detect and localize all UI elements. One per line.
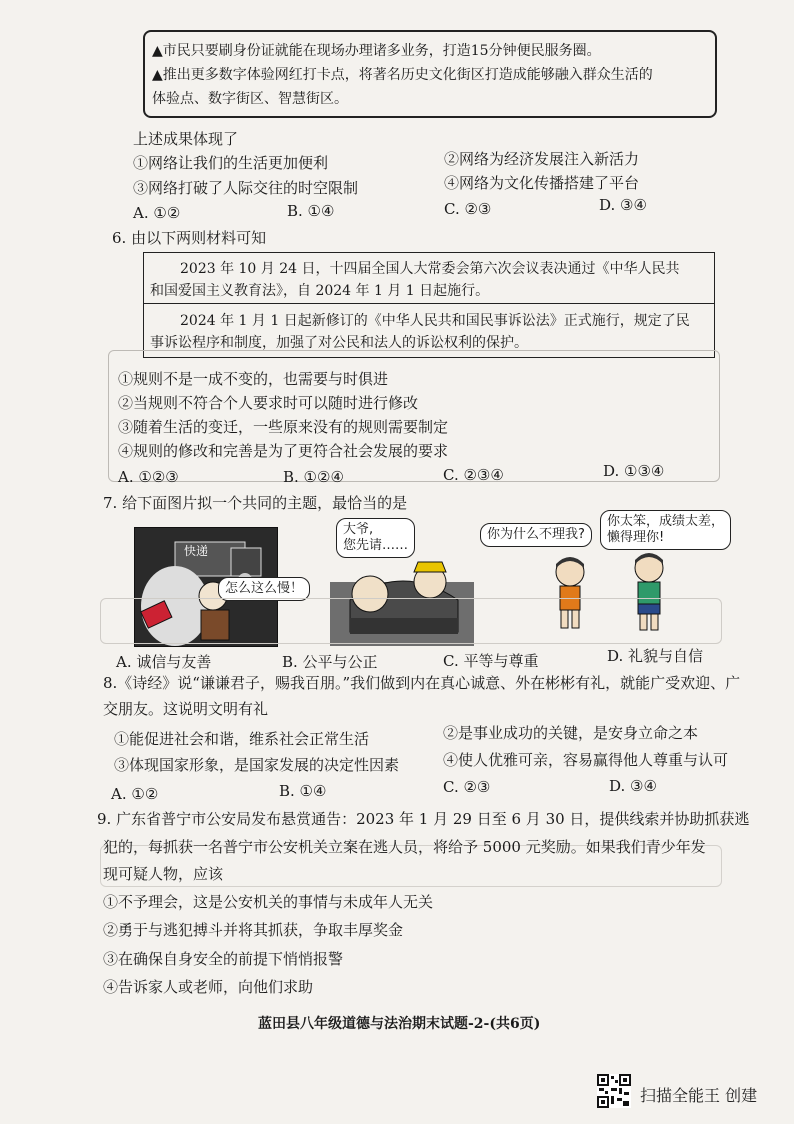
q5-option-b: B. ①④	[287, 202, 335, 220]
q6-stem: 6. 由以下两则材料可知	[112, 229, 267, 247]
q7-picture4-bubble	[600, 510, 731, 550]
q8-statement-1: ①能促进社会和谐，维系社会正常生活	[114, 730, 370, 748]
q7-faint-frame	[100, 598, 722, 644]
q8-option-d: D. ③④	[609, 777, 657, 795]
q8-statement-3: ③体现国家形象，是国家发展的决定性因素	[114, 756, 400, 774]
q9-stem-line3: 现可疑人物，应该	[103, 865, 224, 883]
q5-option-c: C. ②③	[444, 200, 492, 218]
q8-statement-2: ②是事业成功的关键，是安身立命之本	[443, 724, 699, 742]
q7-picture1-bubble: 怎么这么慢！	[218, 577, 310, 601]
q7-picture4-bubble-line1: 你太笨，成绩太差，	[607, 514, 725, 529]
q6-option-c: C. ②③④	[443, 466, 504, 484]
q5-stem: 上述成果体现了	[133, 130, 239, 148]
q9-statement-2: ②勇于与逃犯搏斗并将其抓获，争取丰厚奖金	[103, 921, 404, 939]
top-box-line2: ▲推出更多数字体验网红打卡点，将著名历史文化街区打造成能够融入群众生活的	[152, 67, 653, 83]
q6-statement-1: ①规则不是一成不变的，也需要与时俱进	[118, 370, 389, 388]
page-footer: 蓝田县八年级道德与法治期末试题-2-(共6页)	[258, 1016, 541, 1032]
q8-statement-4: ④使人优雅可亲，容易赢得他人尊重与认可	[443, 751, 729, 769]
q9-statement-4: ④告诉家人或老师，向他们求助	[103, 978, 314, 996]
q6-statement-4: ④规则的修改和完善是为了更符合社会发展的要求	[118, 442, 449, 460]
top-box-line3: 体验点、数字街区、智慧街区。	[152, 91, 348, 107]
qr-code-icon	[597, 1074, 631, 1108]
q8-stem-line2: 交朋友。这说明文明有礼	[103, 700, 269, 718]
q6-material-divider	[143, 303, 715, 304]
q6-option-b: B. ①②④	[283, 468, 344, 486]
q5-statement-2: ②网络为经济发展注入新活力	[444, 150, 640, 168]
q5-option-d: D. ③④	[599, 196, 647, 214]
q7-picture2-bubble-line1: 大爷,	[343, 522, 374, 537]
q7-picture1-sign: 快递	[184, 544, 209, 558]
q7-option-a: A. 诚信与友善	[116, 653, 212, 671]
q8-stem-line1: 8.《诗经》说“谦谦君子，赐我百朋。”我们做到内在真心诚意、外在彬彬有礼，就能广受欢迎、广	[103, 674, 741, 692]
q7-option-d: D. 礼貌与自信	[607, 647, 704, 665]
q5-statement-1: ①网络让我们的生活更加便利	[133, 154, 329, 172]
q8-option-b: B. ①④	[279, 782, 327, 800]
top-box-line1: ▲市民只要刷身份证就能在现场办理诸多业务，打造15分钟便民服务圈。	[152, 43, 601, 59]
q9-stem-line2: 犯的，每抓获一名普宁市公安机关立案在逃人员，将给予 5000 元奖励。如果我们青少年发	[103, 838, 706, 856]
q7-stem: 7. 给下面图片拟一个共同的主题，最恰当的是	[103, 494, 408, 512]
q7-picture2-bubble-line2: 您先请……	[343, 538, 409, 553]
q9-stem-line1: 9. 广东省普宁市公安局发布悬赏通告：2023 年 1 月 29 日至 6 月 30 日，提供线索并协助抓获逃	[97, 810, 750, 828]
q6-statement-3: ③随着生活的变迁，一些原来没有的规则需要制定	[118, 418, 449, 436]
scanner-watermark: 扫描全能王 创建	[640, 1086, 758, 1105]
q7-picture3-bubble: 你为什么不理我?	[480, 523, 592, 547]
q6-material1-line2: 和国爱国主义教育法》，自 2024 年 1 月 1 日起施行。	[150, 283, 490, 299]
q6-option-d: D. ①③④	[603, 462, 665, 480]
q5-option-a: A. ①②	[133, 204, 181, 222]
q8-option-a: A. ①②	[111, 785, 159, 803]
q6-material2-line1: 2024 年 1 月 1 日起新修订的《中华人民共和国民事诉讼法》正式施行，规定了民	[180, 313, 690, 329]
q5-statement-3: ③网络打破了人际交往的时空限制	[133, 179, 359, 197]
q9-statement-3: ③在确保自身安全的前提下悄悄报警	[103, 950, 344, 968]
qr-code-graphic	[597, 1074, 631, 1108]
q7-picture4-bubble-line2: 懒得理你!	[607, 530, 665, 545]
q8-option-c: C. ②③	[443, 778, 491, 796]
q6-option-a: A. ①②③	[118, 468, 179, 486]
q6-material1-line1: 2023 年 10 月 24 日，十四届全国人大常委会第六次会议表决通过《中华人民共	[180, 261, 680, 277]
q9-statement-1: ①不予理会，这是公安机关的事情与未成年人无关	[103, 893, 434, 911]
q7-picture2-bubble	[336, 518, 415, 558]
q6-statement-2: ②当规则不符合个人要求时可以随时进行修改	[118, 394, 419, 412]
q6-material2-line2: 事诉讼程序和制度，加强了对公民和法人的诉讼权利的保护。	[150, 335, 528, 351]
q7-option-b: B. 公平与公正	[282, 653, 378, 671]
q7-option-c: C. 平等与尊重	[443, 652, 539, 670]
q5-statement-4: ④网络为文化传播搭建了平台	[444, 174, 640, 192]
